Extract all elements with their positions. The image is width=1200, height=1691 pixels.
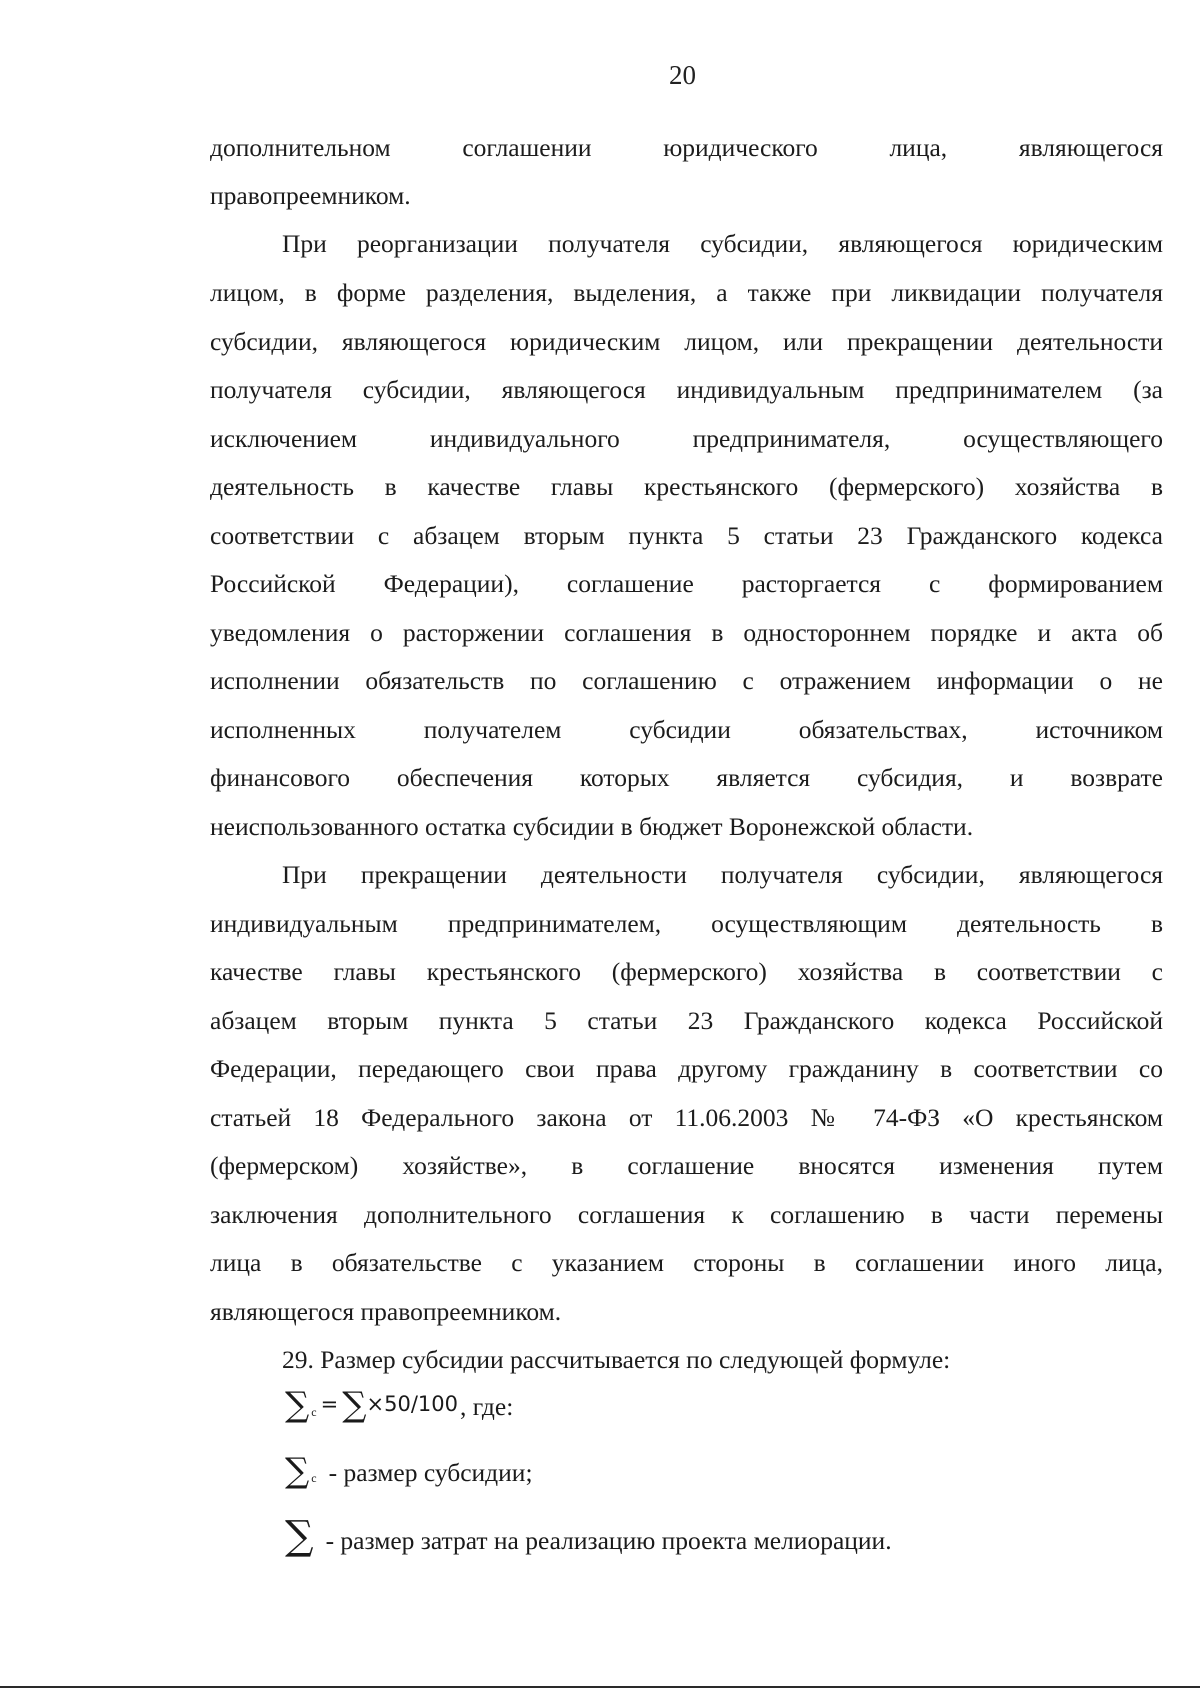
sigma-symbol: ∑ — [285, 1451, 310, 1491]
paragraph-first-line: При реорганизации получателя субсидии, являющегося юридическим — [282, 229, 1163, 258]
section-29-heading: 29. Размер субсидии рассчитывается по следующей формуле: — [282, 1345, 951, 1374]
text-line: качестве главы крестьянского (фермерского) хозяйства в соответствии с — [210, 957, 1163, 986]
text-line: деятельность в качестве главы крестьянского (фермерского) хозяйства в — [210, 472, 1163, 501]
bottom-border-line — [0, 1686, 1200, 1688]
text-line: соответствии с абзацем вторым пункта 5 статьи 23 Гражданского кодекса — [210, 521, 1163, 550]
text-line: являющегося правопреемником. — [210, 1297, 562, 1326]
text-line: лицом, в форме разделения, выделения, а также при ликвидации получателя — [210, 278, 1163, 307]
formula-tail: , где: — [459, 1392, 514, 1421]
text-line: исполнении обязательств по соглашению с отражением информации о не — [210, 666, 1163, 695]
text-line: исключением индивидуального предпринимателя, осуществляющего — [210, 424, 1163, 453]
definition-sigma — [285, 1513, 892, 1559]
sigma-symbol: ∑ — [342, 1385, 367, 1425]
text-line: индивидуальным предпринимателем, осуществляющим деятельность в — [210, 909, 1163, 938]
formula-expression: ×50/100 — [366, 1392, 458, 1416]
page-number: 20 — [669, 60, 696, 90]
text-line: (фермерском) хозяйстве», в соглашение вносятся изменения путем — [210, 1151, 1163, 1180]
subscript-c: c — [311, 1471, 317, 1485]
definition-text: - размер субсидии; — [328, 1458, 533, 1487]
definition-sigma-c — [285, 1451, 533, 1491]
text-line: получателя субсидии, являющегося индивидуальным предпринимателем (за — [210, 375, 1163, 404]
sigma-symbol: ∑ — [285, 1385, 310, 1425]
paragraph-first-line: При прекращении деятельности получателя субсидии, являющегося — [282, 860, 1163, 889]
text-line: Федерации, передающего свои права другому гражданину в соответствии со — [210, 1054, 1163, 1083]
text-line: финансового обеспечения которых является субсидия, и возврате — [210, 763, 1163, 792]
text-line: правопреемником. — [210, 181, 411, 210]
text-line: статьей 18 Федерального закона от 11.06.2003 № 74-ФЗ «О крестьянском — [210, 1103, 1163, 1132]
text-line: исполненных получателем субсидии обязательствах, источником — [210, 715, 1163, 744]
text-line: абзацем вторым пункта 5 статьи 23 Гражданского кодекса Российской — [210, 1006, 1163, 1035]
text-line: дополнительном соглашении юридического лица, являющегося — [210, 133, 1163, 162]
definition-text: - размер затрат на реализацию проекта мелиорации. — [325, 1526, 892, 1555]
equals-sign: = — [320, 1392, 339, 1416]
subscript-c: c — [311, 1405, 317, 1419]
text-line: Российской Федерации), соглашение расторгается с формированием — [210, 569, 1163, 598]
text-line: заключения дополнительного соглашения к соглашению в части перемены — [210, 1200, 1163, 1229]
text-line: уведомления о расторжении соглашения в одностороннем порядке и акта об — [210, 618, 1163, 647]
text-line: неиспользованного остатка субсидии в бюджет Воронежской области. — [210, 812, 974, 841]
sigma-symbol: ∑ — [285, 1513, 314, 1559]
formula-line — [285, 1385, 514, 1425]
text-line: субсидии, являющегося юридическим лицом, или прекращении деятельности — [210, 327, 1163, 356]
text-line: лица в обязательстве с указанием стороны в соглашении иного лица, — [210, 1248, 1163, 1277]
